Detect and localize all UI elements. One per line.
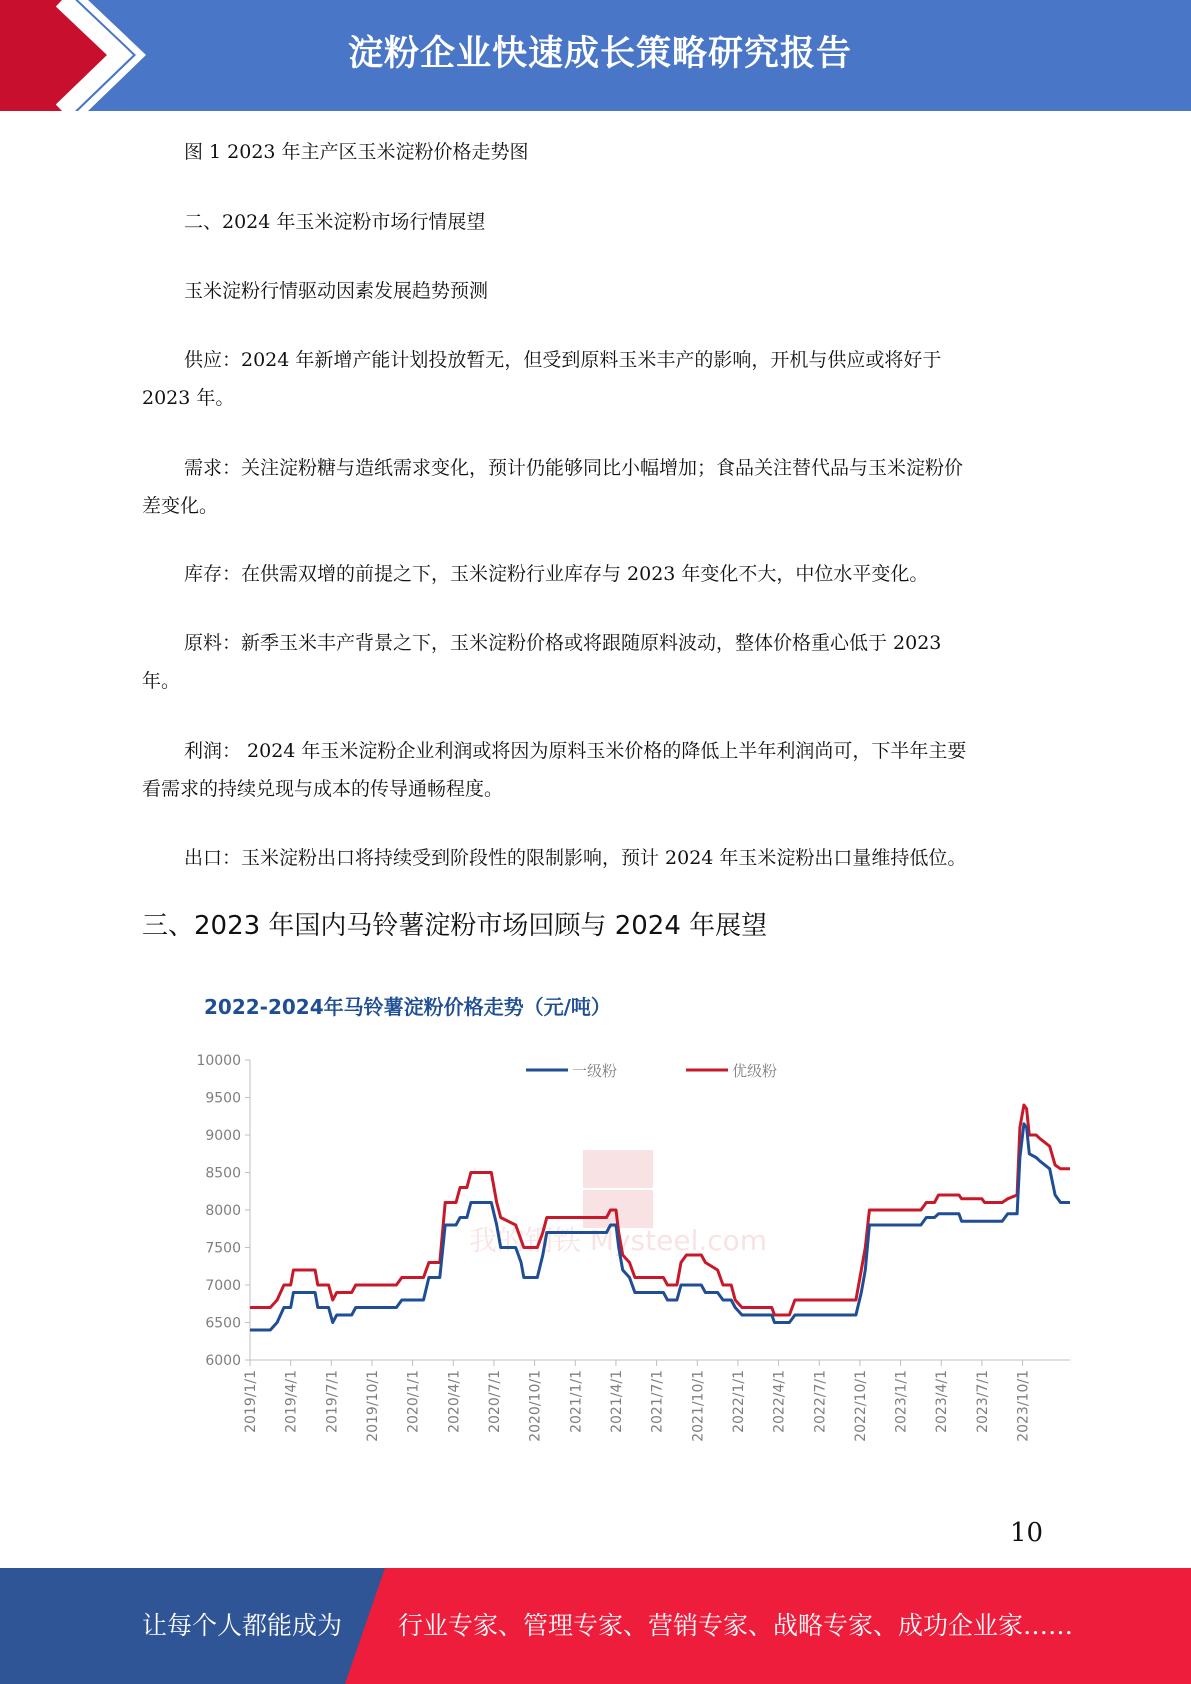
potato-starch-price-chart xyxy=(180,990,1090,1470)
page-number: 10 xyxy=(1010,1518,1044,1548)
page-footer xyxy=(0,1568,1191,1684)
x-tick-label: 2022/4/1 xyxy=(771,1370,788,1433)
x-tick-label: 2020/1/1 xyxy=(405,1370,422,1433)
section-3-heading: 三、2023 年国内马铃薯淀粉市场回顾与 2024 年展望 xyxy=(142,911,768,941)
x-tick-label: 2022/1/1 xyxy=(730,1370,747,1433)
x-tick-label: 2021/7/1 xyxy=(649,1370,666,1433)
x-tick-label: 2019/4/1 xyxy=(283,1370,300,1433)
x-tick-label: 2021/1/1 xyxy=(568,1370,585,1433)
x-tick-label: 2022/7/1 xyxy=(812,1370,829,1433)
x-tick-label: 2023/10/1 xyxy=(1015,1370,1032,1442)
y-tick-label: 8000 xyxy=(205,1203,241,1219)
material-paragraph: 原料：新季玉米丰产背景之下，玉米淀粉价格或将跟随原料波动，整体价格重心低于 2023 年。 xyxy=(142,632,942,692)
x-tick-label: 2023/7/1 xyxy=(974,1370,991,1433)
y-tick-label: 9500 xyxy=(205,1090,241,1107)
y-tick-label: 8500 xyxy=(205,1165,241,1182)
legend-label: 优级粉 xyxy=(732,1062,778,1080)
x-tick-label: 2023/1/1 xyxy=(893,1370,910,1433)
page-header xyxy=(0,0,1191,111)
y-tick-label: 9000 xyxy=(205,1128,241,1144)
export-paragraph: 出口：玉米淀粉出口将持续受到阶段性的限制影响，预计 2024 年玉米淀粉出口量维持低位。 xyxy=(184,847,967,869)
inventory-paragraph: 库存：在供需双增的前提之下，玉米淀粉行业库存与 2023 年变化不大，中位水平变化。 xyxy=(184,563,929,585)
legend-label: 一级粉 xyxy=(572,1062,618,1080)
y-tick-label: 10000 xyxy=(196,1053,241,1069)
report-title: 淀粉企业快速成长策略研究报告 xyxy=(347,34,852,74)
footer-slogan-right: 行业专家、管理专家、营销专家、战略专家、成功企业家…… xyxy=(398,1611,1074,1640)
x-tick-label: 2019/10/1 xyxy=(364,1370,381,1442)
x-tick-label: 2020/4/1 xyxy=(446,1370,463,1433)
subsection-title: 玉米淀粉行情驱动因素发展趋势预测 xyxy=(184,280,489,302)
x-tick-label: 2020/7/1 xyxy=(486,1370,503,1433)
header-chevron-decoration xyxy=(0,0,160,111)
y-tick-label: 6000 xyxy=(205,1353,241,1369)
y-tick-label: 7000 xyxy=(205,1278,241,1294)
demand-paragraph: 需求：关注淀粉糖与造纸需求变化，预计仍能够同比小幅增加；食品关注替代品与玉米淀粉价 差变化。 xyxy=(142,457,964,517)
y-tick-label: 6500 xyxy=(205,1315,241,1332)
x-tick-label: 2021/10/1 xyxy=(690,1370,707,1442)
supply-paragraph: 供应：2024 年新增产能计划投放暂无，但受到原料玉米丰产的影响，开机与供应或将好于 2023 年。 xyxy=(142,349,942,409)
x-tick-label: 2022/10/1 xyxy=(852,1370,869,1442)
profit-paragraph: 利润： 2024 年玉米淀粉企业利润或将因为原料玉米价格的降低上半年利润尚可，下半年主要 看需求的持续兑现与成本的传导通畅程度。 xyxy=(142,740,967,800)
chart-svg xyxy=(180,990,1090,1470)
x-tick-label: 2019/7/1 xyxy=(324,1370,341,1433)
footer-slogan-left: 让每个人都能成为 xyxy=(142,1611,343,1640)
y-tick-label: 7500 xyxy=(205,1240,241,1257)
x-tick-label: 2023/4/1 xyxy=(934,1370,951,1433)
x-tick-label: 2021/4/1 xyxy=(608,1370,625,1433)
chart-title: 2022-2024年马铃薯淀粉价格走势（元/吨） xyxy=(204,995,611,1019)
watermark-text: 我的钢铁 Mysteel.com xyxy=(468,1224,768,1257)
x-tick-label: 2020/10/1 xyxy=(527,1370,544,1442)
x-tick-label: 2019/1/1 xyxy=(243,1370,259,1433)
section-2-title: 二、2024 年玉米淀粉市场行情展望 xyxy=(184,211,486,233)
figure-caption: 图 1 2023 年主产区玉米淀粉价格走势图 xyxy=(184,141,529,163)
series-line-优级粉 xyxy=(250,1105,1070,1315)
